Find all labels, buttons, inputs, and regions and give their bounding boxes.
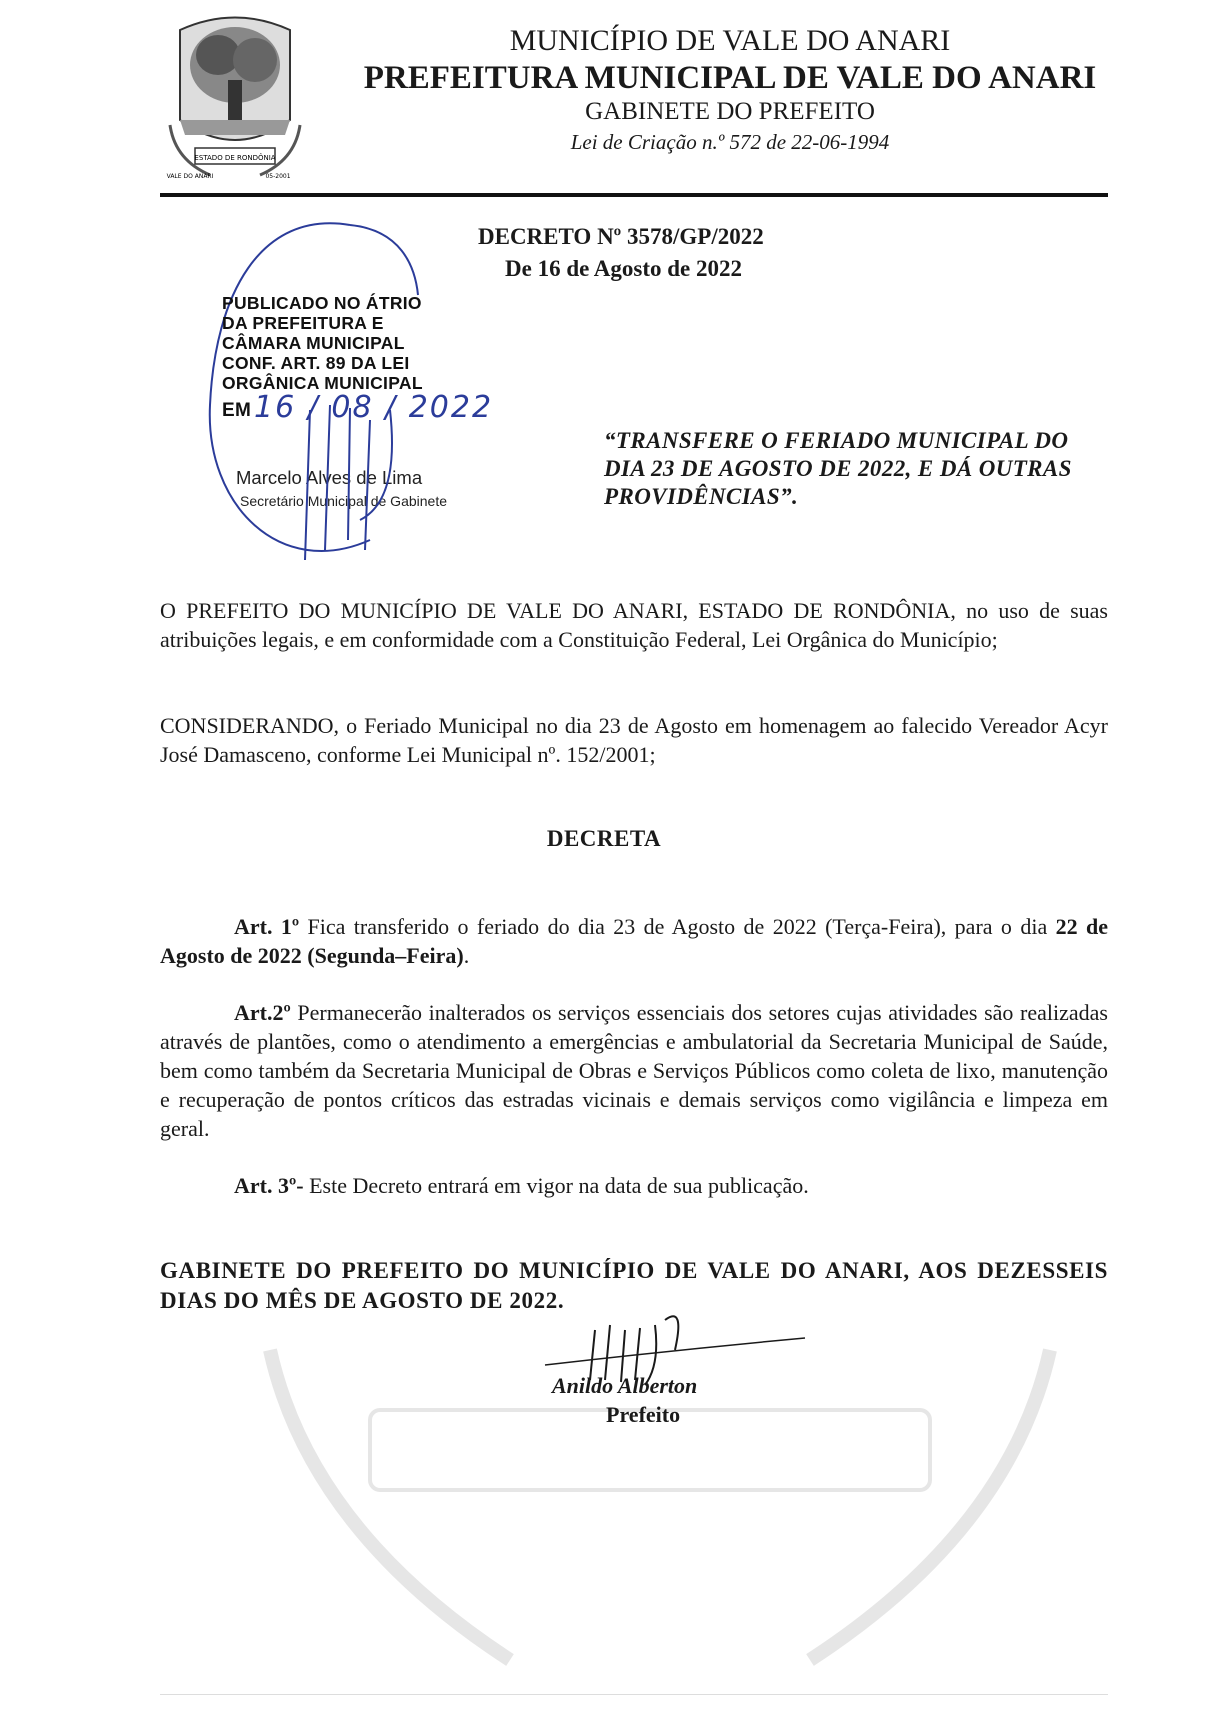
article-1-text: Fica transferido o feriado do dia 23 de Agosto de 2022 (Terça-Feira), para o dia: [299, 914, 1056, 939]
article-1-new-date: 22 de Agosto de 2022 (Segunda–Feira): [160, 914, 1109, 968]
stamp-signature-icon: [290, 400, 420, 570]
stamp-line-1: PUBLICADO NO ÁTRIO: [222, 293, 422, 313]
stamp-secretary-role: Secretário Municipal de Gabinete: [240, 493, 448, 509]
ementa-line-3: PROVIDÊNCIAS”.: [604, 484, 799, 509]
decreta-heading: DECRETA: [546, 826, 662, 851]
closing-statement: GABINETE DO PREFEITO DO MUNICÍPIO DE VALE DO ANARI, AOS DEZESSEIS DIAS DO MÊS DE AGOSTO DE 2022.: [160, 1258, 1108, 1313]
article-2: [160, 998, 1108, 1143]
stamp-line-4: CONF. ART. 89 DA LEI: [222, 353, 410, 373]
crest-ribbon-text: ESTADO DE RONDÔNIA: [194, 154, 276, 162]
intro-paragraph: O PREFEITO DO MUNICÍPIO DE VALE DO ANARI, ESTADO DE RONDÔNIA, no uso de suas atribuições legais, e em conformidade com a Constituição Federal, Lei Orgânica do Município;: [160, 598, 1108, 652]
crest-right-text: 05-2001: [265, 173, 291, 180]
stamp-line-6: EM: [222, 400, 252, 421]
stamp-line-2: DA PREFEITURA E: [222, 313, 384, 333]
article-1-label: Art. 1º: [234, 914, 300, 939]
crest-left-text: VALE DO ANARI: [166, 173, 214, 180]
mayor-role: Prefeito: [606, 1402, 681, 1427]
article-3-text: Este Decreto entrará em vigor na data de sua publicação.: [303, 1173, 809, 1198]
header-prefecture: PREFEITURA MUNICIPAL DE VALE DO ANARI: [363, 60, 1097, 96]
considering-paragraph: CONSIDERANDO, o Feriado Municipal no dia 23 de Agosto em homenagem ao falecido Vereador Acyr José Damasceno, conforme Lei Municipal nº. 152/2001;: [160, 713, 1108, 767]
header-creation-law: Lei de Criação n.º 572 de 22-06-1994: [570, 130, 890, 154]
ementa-line-2: DIA 23 DE AGOSTO DE 2022, E DÁ OUTRAS: [604, 456, 1072, 481]
header-divider: [160, 193, 1108, 197]
article-3-label: Art. 3º-: [234, 1173, 304, 1198]
decree-number: DECRETO Nº 3578/GP/2022: [478, 224, 764, 249]
stamp-secretary-name: Marcelo Alves de Lima: [236, 467, 423, 488]
footer-divider: [160, 1694, 1108, 1695]
municipal-crest-icon: [160, 10, 310, 190]
article-1-end: .: [463, 943, 470, 968]
ementa-line-1: “TRANSFERE O FERIADO MUNICIPAL DO: [604, 428, 1069, 453]
stamp-handwritten-date: 16 / 08 / 2022: [254, 390, 494, 425]
header-municipality: MUNICÍPIO DE VALE DO ANARI: [509, 24, 951, 57]
article-2-label: Art.2º: [234, 1000, 291, 1025]
header-cabinet: GABINETE DO PREFEITO: [585, 98, 875, 125]
stamp-line-3: CÂMARA MUNICIPAL: [222, 333, 405, 353]
decree-date: De 16 de Agosto de 2022: [505, 256, 743, 281]
mayor-name: Anildo Alberton: [552, 1373, 698, 1398]
stamp-line-5: ORGÂNICA MUNICIPAL: [222, 373, 423, 393]
article-1: [160, 912, 1108, 970]
article-3: [160, 1171, 1108, 1200]
article-2-text: Permanecerão inalterados os serviços essenciais dos setores cujas atividades são realizadas através de plantões, como o atendimento a emergências e ambulatorial da Secretaria Municipal de Saúde, bem como também da Secretaria Municipal de Obras e Serviços Públicos como coleta de lixo, manutenção e recuperação de pontos críticos das estradas vicinais e demais serviços como vigilância e limpeza em geral.: [160, 1000, 1108, 1141]
